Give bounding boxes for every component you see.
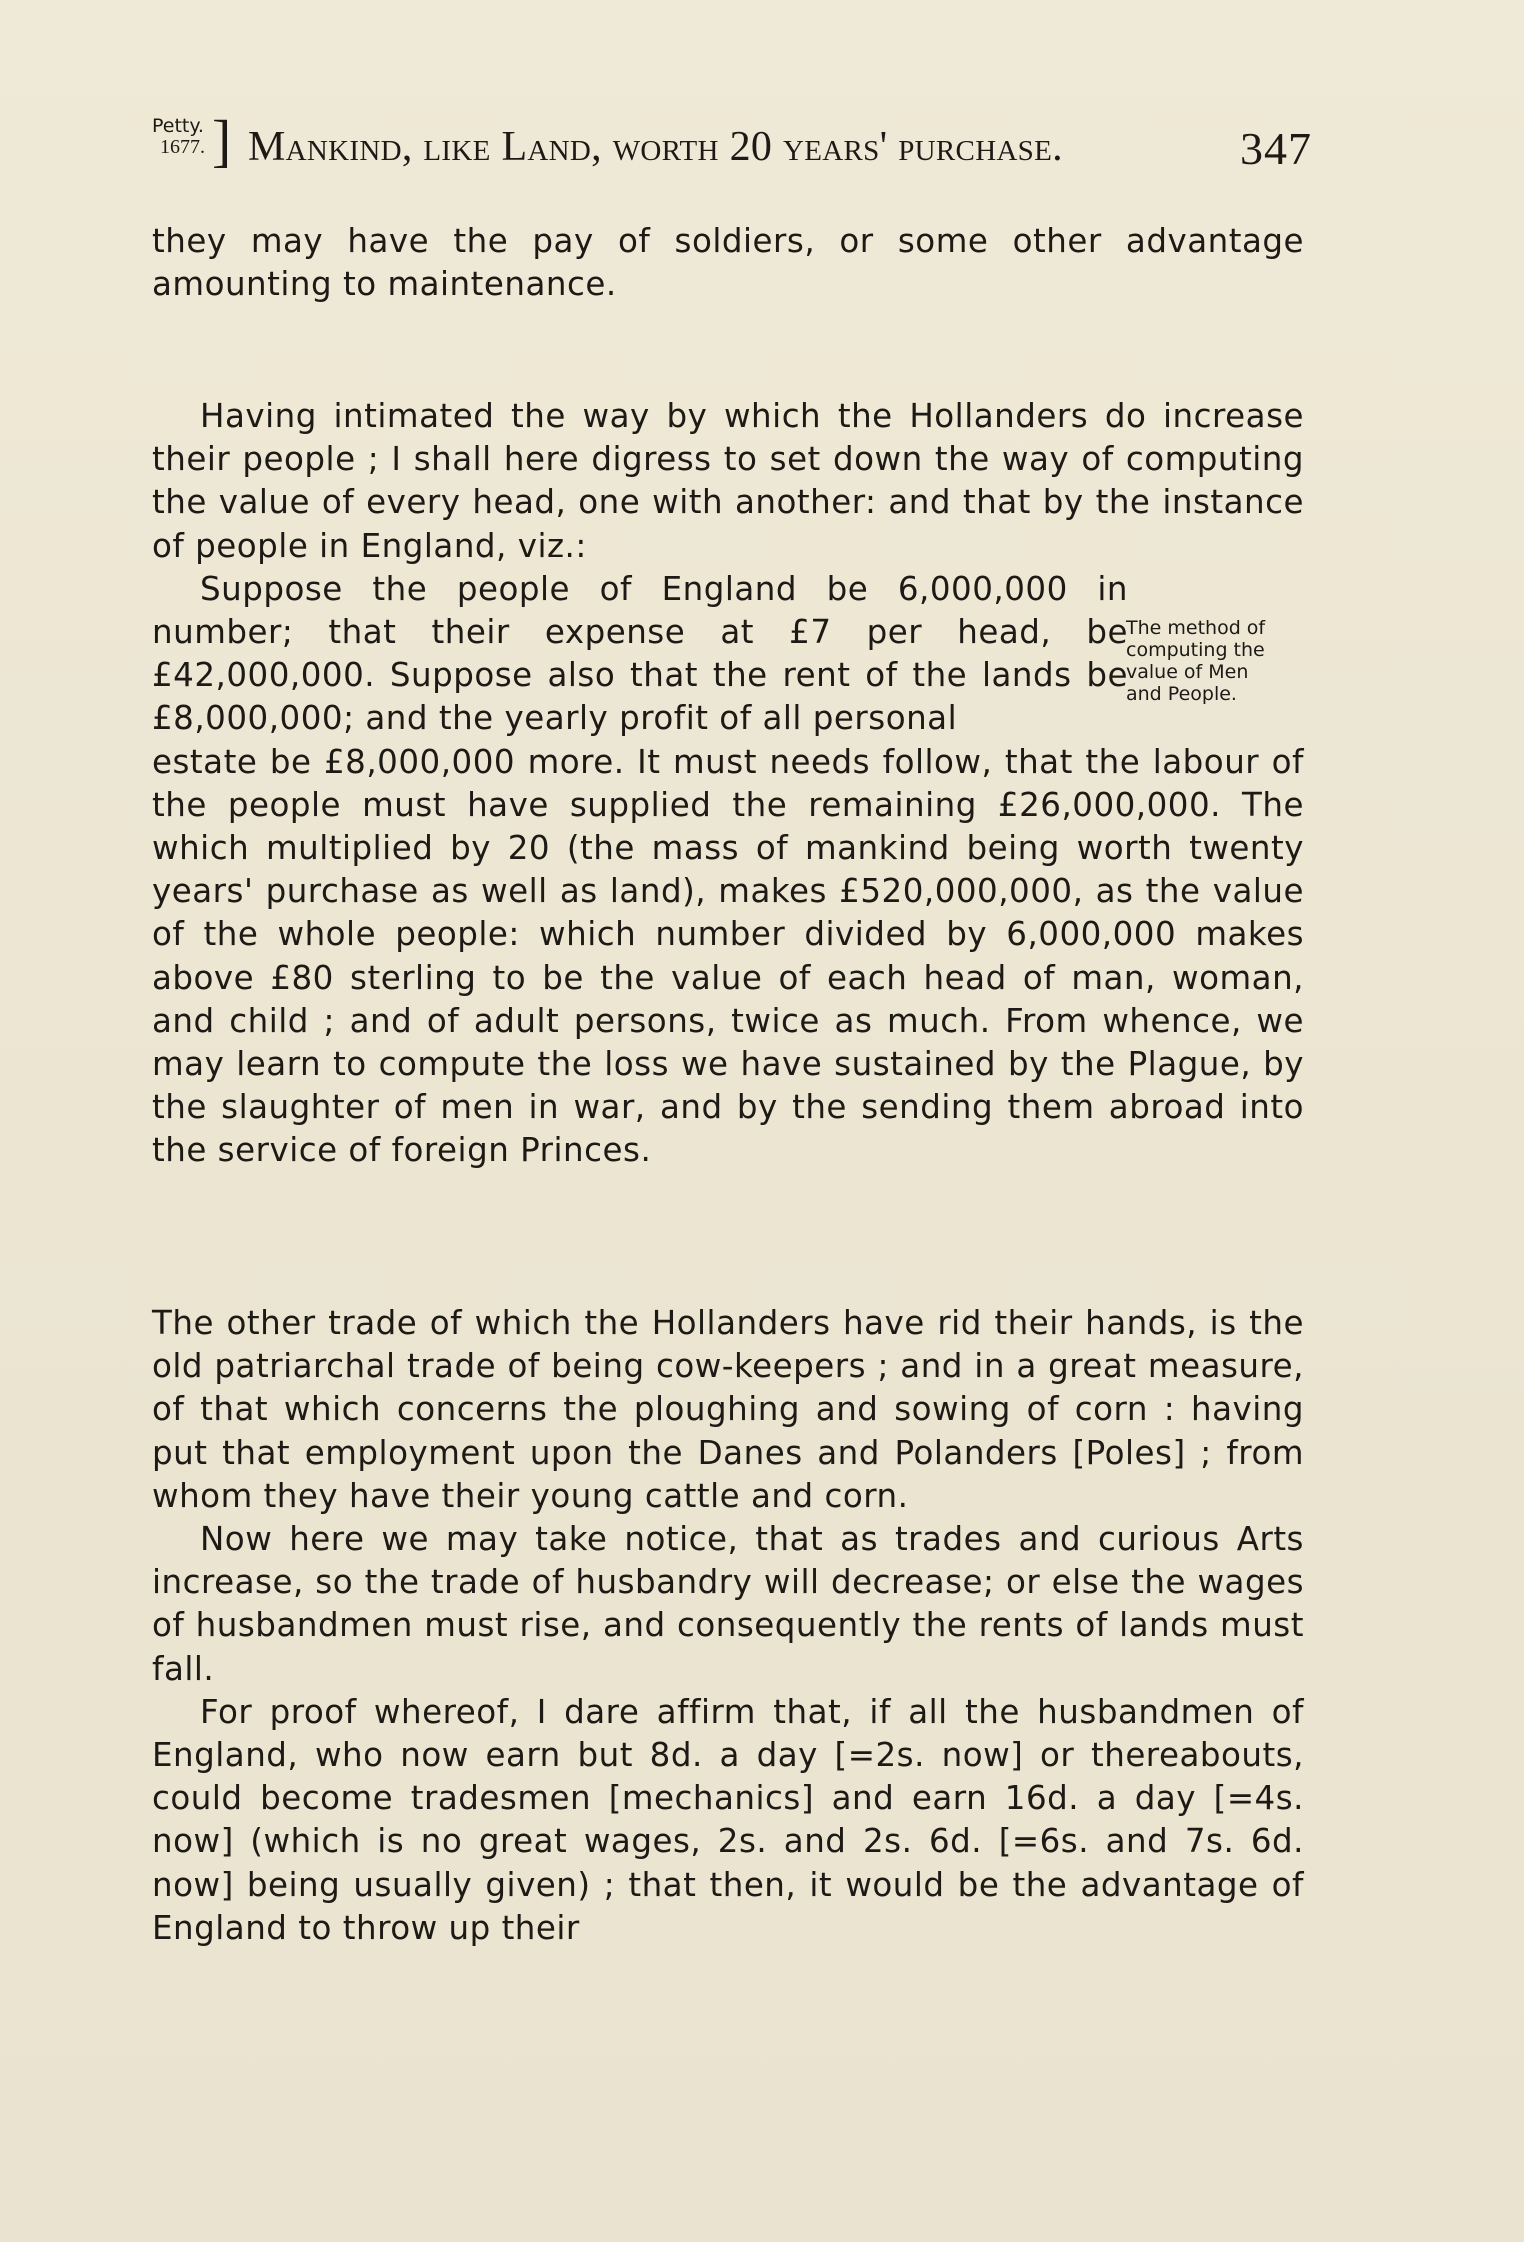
text-block-middle: [152, 395, 1304, 1173]
paragraph: The other trade of which the Hollanders have rid their hands, is the old patriarchal trade of being cow-keepers ; and in a great measure, of that which concerns the ploughing and sowing of corn : having put that employment upon the Danes and Polanders [Poles] ; from whom they have their young cattle and corn.: [152, 1304, 1304, 1515]
margin-note-line: computing the: [1126, 639, 1265, 661]
running-head: [152, 108, 1312, 182]
paragraph: Having intimated the way by which the Hollanders do increase their people ; I shall here digress to set down the way of computing the value of every head, one with another: and that by the instance of people in England, viz.:: [152, 397, 1304, 565]
header-title: Mankind, like Land, worth 20 years' purchase.: [248, 124, 1063, 170]
header-year: 1677.: [160, 136, 205, 158]
margin-note-line: and People.: [1126, 683, 1237, 705]
paragraph: they may have the pay of soldiers, or some other advantage amounting to maintenance.: [152, 222, 1304, 304]
paragraph: Suppose the people of England be 6,000,000 in number; that their expense at £7 per head, be £42,000,000. Suppose also that the rent of the lands be £8,000,000; and the yearly profit of all personal: [152, 569, 1128, 738]
margin-note-line: The method of: [1126, 617, 1266, 639]
header-author: Petty.: [152, 115, 204, 137]
paragraph: Now here we may take notice, that as trades and curious Arts increase, so the trade of husbandry will decrease; or else the wages of husbandmen must rise, and consequently the rents of lands must fall.: [152, 1520, 1304, 1688]
header-bracket: ]: [212, 108, 232, 173]
paragraph-continuation: estate be £8,000,000 more. It must needs follow, that the labour of the people must have supplied the remaining £26,000,000. The which multiplied by 20 (the mass of mankind being worth twenty years' purchase as well as land), makes £520,000,000, as the value of the whole people: which number divided by 6,000,000 makes above £80 sterling to be the value of each head of man, woman, and child ; and of adult persons, twice as much. From whence, we may learn to compute the loss we have sustained by the Plague, by the slaughter of men in war, and by the sending them abroad into the service of foreign Princes.: [152, 742, 1304, 1170]
margin-note-line: value of Men: [1126, 661, 1249, 683]
margin-note: [1126, 617, 1312, 705]
text-block-bottom: [152, 1302, 1304, 1950]
paragraph: For proof whereof, I dare affirm that, if all the husbandmen of England, who now earn but 8d. a day [=2s. now] or thereabouts, could become tradesmen [mechanics] and earn 16d. a day [=4s. now] (which is no great wages, 2s. and 2s. 6d. [=6s. and 7s. 6d. now] being usually given) ; that then, it would be the advantage of England to throw up their: [152, 1692, 1304, 1947]
text-block-top: [152, 220, 1304, 306]
author-date-stack: [152, 116, 214, 158]
page-number: 347: [1240, 123, 1312, 174]
